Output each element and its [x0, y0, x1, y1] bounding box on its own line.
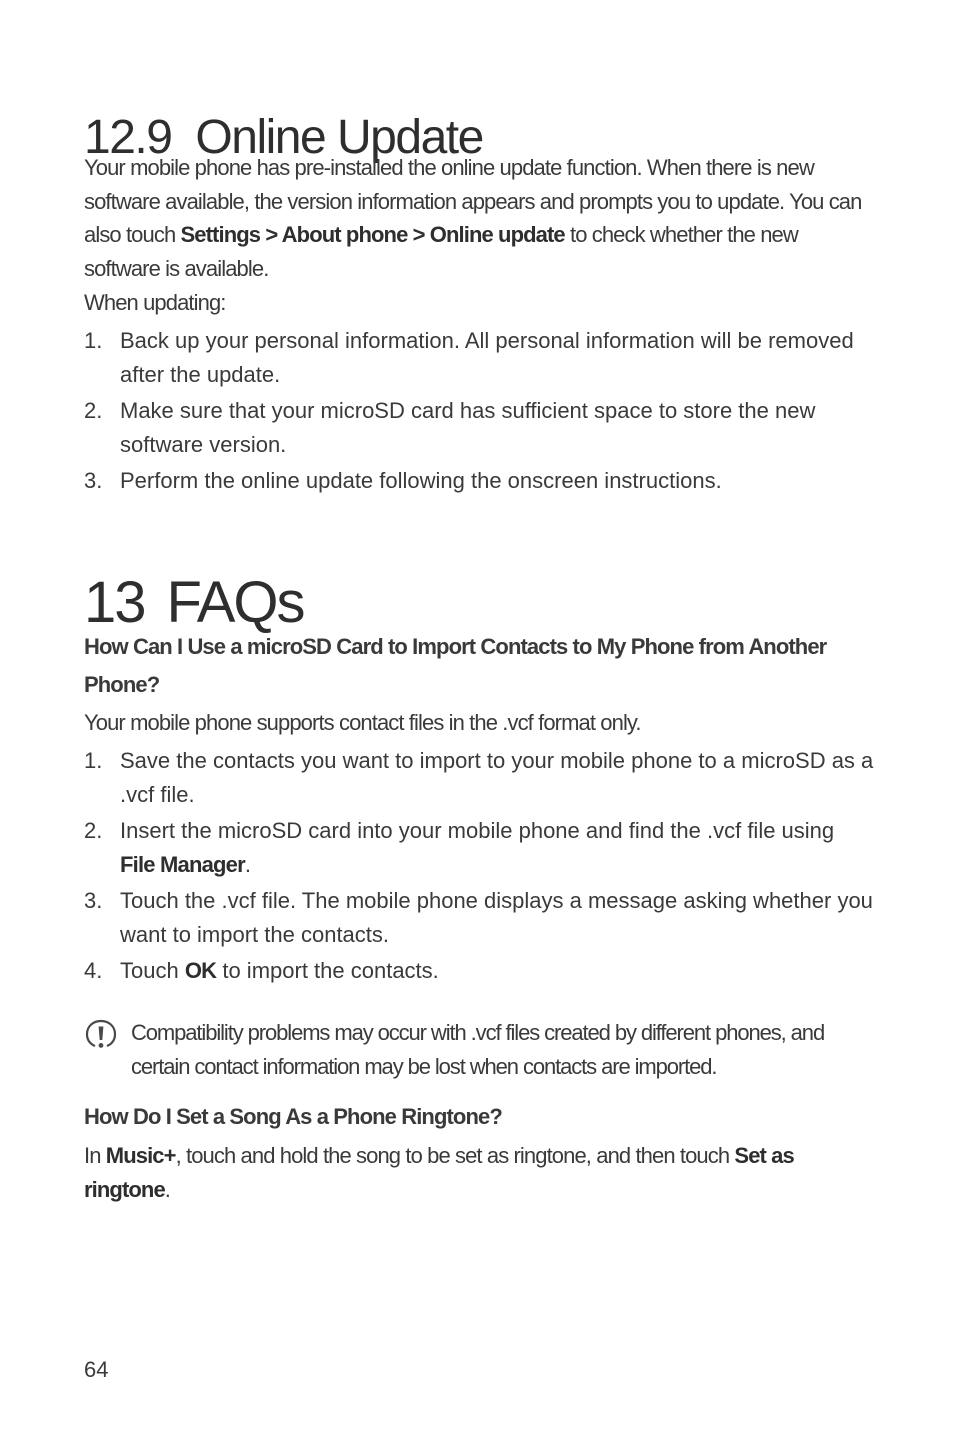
step-text: to import the contacts. [216, 958, 439, 983]
online-update-intro [84, 151, 874, 285]
step-number: 1. [84, 328, 103, 353]
list-item [84, 394, 874, 461]
list-item [84, 464, 874, 498]
step-text: Make sure that your microSD card has sufficient space to store the new software version. [120, 398, 816, 457]
file-manager-term: File Manager [120, 851, 245, 877]
chapter-heading-faqs [84, 569, 304, 637]
step-number: 3. [84, 888, 103, 913]
faq-answer-ringtone [84, 1139, 874, 1206]
step-number: 2. [84, 818, 103, 843]
intro-text: Your mobile phone has pre-installed the online update function. When there is new software available, the version information appears and prompts you to update. You can also touch [84, 155, 862, 247]
faq-question-microsd: How Can I Use a microSD Card to Import Contacts to My Phone from Another Phone? [84, 634, 827, 697]
chapter-number: 13 [84, 569, 145, 635]
music-plus-term: Music+ [105, 1143, 176, 1168]
step-number: 2. [84, 398, 103, 423]
page-number: 64 [84, 1357, 109, 1382]
separator: > [407, 222, 430, 247]
list-item [84, 814, 874, 881]
import-steps-list [84, 744, 874, 988]
step-number: 4. [84, 958, 103, 983]
online-update-term: Online update [429, 222, 565, 247]
step-text: Touch [120, 958, 185, 983]
step-number: 1. [84, 748, 103, 773]
step-text: . [244, 851, 252, 877]
step-text: Touch the .vcf file. The mobile phone displays a message asking whether you want to import the contacts. [120, 888, 873, 947]
section-title: Online Update [195, 111, 483, 165]
list-item [84, 324, 874, 391]
set-as-ringtone-term: Set as ringtone [84, 1143, 794, 1202]
compatibility-note [84, 1016, 874, 1084]
section-number: 12.9 [84, 111, 172, 165]
list-item [84, 884, 874, 951]
chapter-title: FAQs [166, 569, 304, 635]
step-number: 3. [84, 468, 103, 493]
list-item [84, 744, 874, 811]
attention-icon [84, 1018, 118, 1052]
settings-term: Settings [180, 222, 261, 247]
ok-term: OK [184, 958, 217, 983]
list-item [84, 954, 874, 988]
separator: > [260, 222, 282, 247]
note-text: Compatibility problems may occur with .vcf files created by different phones, and certain contact information may be lost when contacts are imported. [131, 1020, 825, 1079]
step-text: Insert the microSD card into your mobile phone and find the .vcf file using [120, 818, 835, 843]
step-text: Back up your personal information. All personal information will be removed after the update. [120, 328, 854, 387]
when-updating-label: When updating: [84, 290, 226, 315]
answer-text: , touch and hold the song to be set as ringtone, and then touch [175, 1143, 735, 1168]
answer-text: In [84, 1143, 106, 1168]
faq-question-ringtone: How Do I Set a Song As a Phone Ringtone? [84, 1104, 502, 1129]
intro-text: to check whether the new software is available. [84, 222, 798, 281]
step-text: Save the contacts you want to import to your mobile phone to a microSD as a .vcf file. [120, 748, 874, 807]
update-steps-list [84, 324, 874, 498]
answer-text: . [164, 1176, 171, 1202]
about-phone-term: About phone [281, 222, 408, 247]
faq-answer-intro: Your mobile phone supports contact files in the .vcf format only. [84, 710, 641, 735]
step-text: Perform the online update following the onscreen instructions. [120, 468, 722, 493]
